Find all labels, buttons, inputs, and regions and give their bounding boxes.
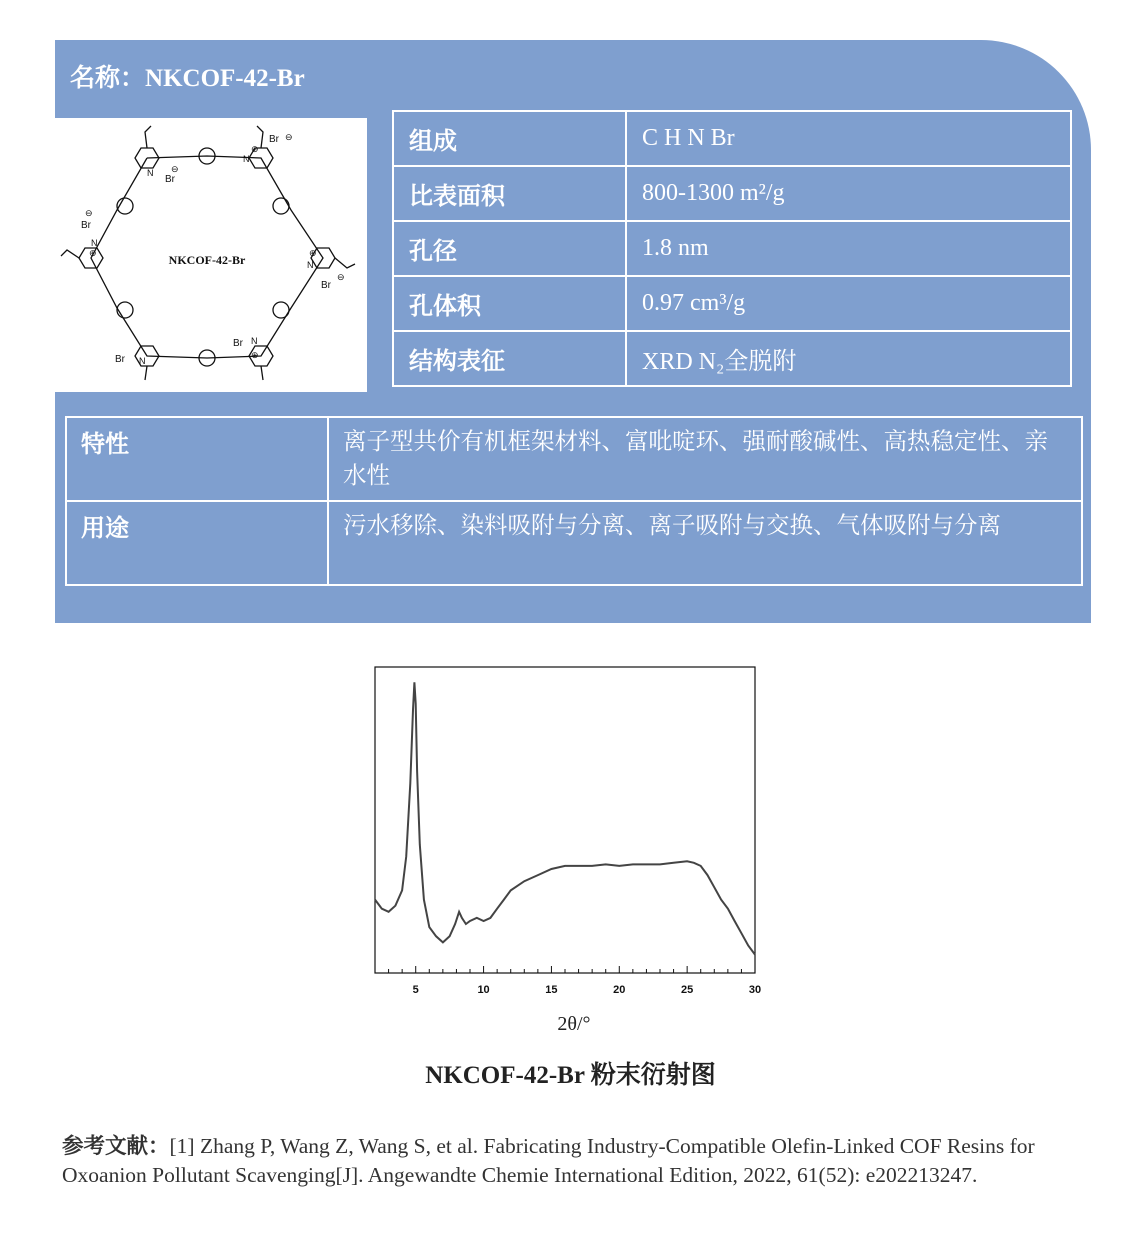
title-prefix: 名称： xyxy=(70,63,146,92)
plus-charge-1: ⊕ xyxy=(251,144,259,154)
table-row xyxy=(66,501,1082,585)
x-tick-label: 5 xyxy=(412,984,419,996)
property-key: 比表面积 xyxy=(393,166,626,221)
property-value: XRD N₂全脱附 xyxy=(626,331,1071,386)
n-label-6: N xyxy=(139,356,146,366)
minus-charge-3: ⊖ xyxy=(337,272,345,282)
x-tick-label: 30 xyxy=(748,984,762,996)
x-tick-label: 10 xyxy=(477,984,490,996)
property-value: 1.8 nm xyxy=(626,221,1071,276)
property-value: 800-1300 m²/g xyxy=(626,166,1071,221)
table-row xyxy=(393,276,1071,331)
br-label-3: Br xyxy=(81,220,91,231)
material-title xyxy=(70,58,305,94)
n-label-2: N xyxy=(147,168,154,178)
x-tick-label: 20 xyxy=(613,984,626,996)
table-row xyxy=(393,111,1071,166)
property-key: 孔体积 xyxy=(393,276,626,331)
property-key: 组成 xyxy=(393,111,626,166)
reference xyxy=(62,1132,1082,1190)
feature-value: 污水移除、染料吸附与分离、离子吸附与交换、气体吸附与分离 xyxy=(328,501,1082,585)
br-label-2: Br xyxy=(165,174,175,185)
x-tick-label: 25 xyxy=(681,984,694,996)
x-axis-label: 2θ/° xyxy=(557,1013,591,1035)
chart-caption: NKCOF-42-Br 粉末衍射图 xyxy=(425,1062,716,1089)
title-name: NKCOF-42-Br xyxy=(145,65,305,92)
table-row xyxy=(66,417,1082,501)
table-row xyxy=(393,221,1071,276)
plot-frame xyxy=(375,667,755,973)
properties-table xyxy=(392,110,1072,387)
br-label-5: Br xyxy=(233,338,243,349)
features-table xyxy=(65,416,1083,586)
feature-key: 用途 xyxy=(66,501,328,585)
minus-charge-1: ⊖ xyxy=(285,132,293,142)
n-label-1: N xyxy=(243,154,250,164)
minus-charge-2: ⊖ xyxy=(85,208,93,218)
plus-charge-2: ⊕ xyxy=(89,248,97,258)
structure-center-label: NKCOF-42-Br xyxy=(168,253,246,267)
xrd-series-line xyxy=(375,682,755,954)
plus-charge-4: ⊕ xyxy=(251,350,259,360)
table-row xyxy=(393,331,1071,386)
cof-structure-diagram xyxy=(55,118,367,392)
property-value: 0.97 cm³/g xyxy=(626,276,1071,331)
feature-value: 离子型共价有机框架材料、富吡啶环、强耐酸碱性、高热稳定性、亲水性 xyxy=(328,417,1082,501)
x-tick-label: 15 xyxy=(545,984,558,996)
table-row xyxy=(393,166,1071,221)
structure-image xyxy=(55,118,367,392)
xrd-chart xyxy=(360,660,770,1040)
xrd-chart-svg xyxy=(360,660,770,1040)
property-key: 孔径 xyxy=(393,221,626,276)
plus-charge-3: ⊕ xyxy=(309,248,317,258)
br-label-1: Br xyxy=(269,134,279,145)
minus-charge-4: ⊖ xyxy=(171,164,179,174)
n-label-3: N xyxy=(91,238,98,248)
reference-label: 参考文献： xyxy=(62,1134,170,1159)
reference-text: [1] Zhang P, Wang Z, Wang S, et al. Fabricating Industry-Compatible Olefin-Linked COF Resins for Oxoanion Pollutant Scavenging[J]. Angewandte Chemie International Edition, 2022, 61(52): e202213247. xyxy=(62,1134,1035,1187)
br-label-4: Br xyxy=(321,280,331,291)
n-label-4: N xyxy=(307,260,314,270)
feature-key: 特性 xyxy=(66,417,328,501)
n-label-5: N xyxy=(251,336,258,346)
property-value: C H N Br xyxy=(626,111,1071,166)
br-label-6: Br xyxy=(115,354,125,365)
property-key: 结构表征 xyxy=(393,331,626,386)
